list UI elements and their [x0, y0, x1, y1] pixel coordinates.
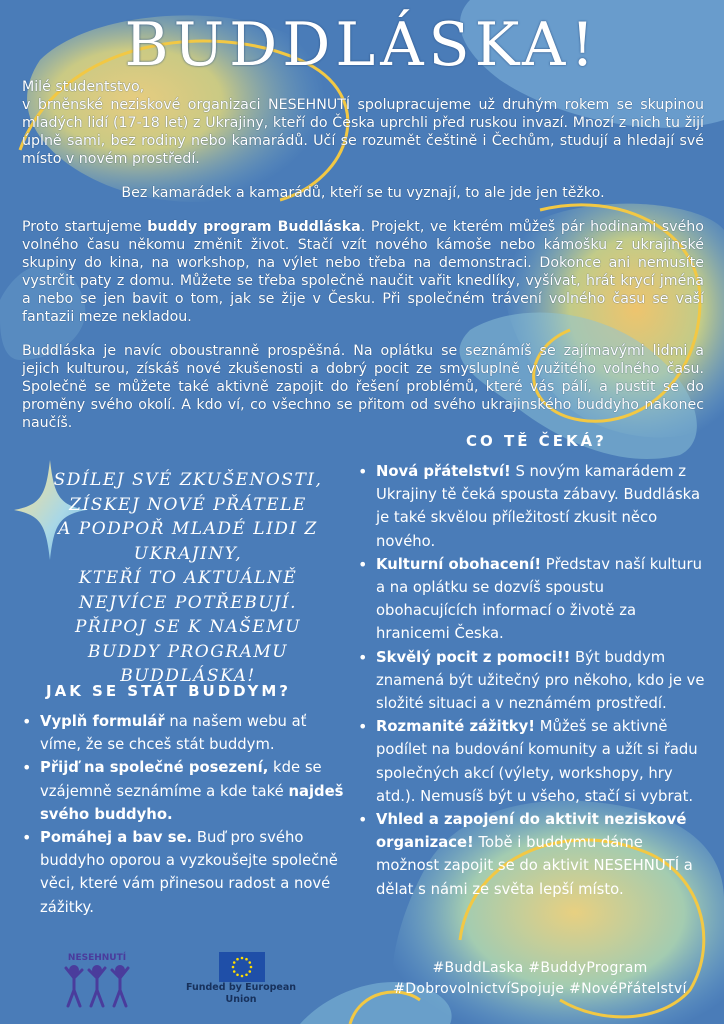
slogan-line: A PODPOŘ MLADÉ LIDI Z UKRAJINY, [58, 519, 318, 564]
how-item-3-bold: Pomáhej a bav se. [40, 829, 193, 847]
nesehnuti-logo-text: NESEHNUTÍ [67, 953, 127, 963]
eu-star [233, 970, 236, 973]
slogan-line: NEJVÍCE POTŘEBUJÍ. [78, 592, 298, 613]
expect-heading: CO TĚ ČEKÁ? [466, 432, 607, 450]
eu-star [248, 961, 251, 964]
list-item [358, 553, 710, 646]
intro-greeting: Milé studentstvo, [22, 79, 145, 95]
nesehnuti-logo [56, 948, 138, 1012]
expect-item-2-bold: Kulturní obohacení! [376, 555, 542, 573]
how-item-3-text: Buď pro svého buddyho oporou a vyzkoušejte společně věci, které vám přinesou radost a nové zážitky. [40, 829, 338, 916]
list-item [22, 756, 352, 826]
list-item [358, 715, 710, 808]
slogan-line: BUDDY PROGRAMU BUDDLÁSKA! [87, 641, 289, 686]
slogan-line: ZÍSKEJ NOVÉ PŘÁTELE [69, 494, 307, 515]
how-item-1-text: na našem webu ať víme, že se chceš stát buddym. [40, 713, 307, 754]
slogan-line: SDÍLEJ SVÉ ZKUŠENOSTI, [53, 470, 323, 490]
list-item [358, 460, 710, 553]
slogan-block [18, 468, 358, 689]
p3-rest: . Projekt, ve kterém můžeš pár hodinami svého volného času někomu změnit život. Stačí vzít nového kámoše nebo kámošku z ukrajinské skupiny do kina, na workshop, na výlet nebo třeba na demonstraci. Dokonce ani nemusíte vystrčit paty z domu. Můžete se třeba společně naučit vařit knedlíky, vyšívat, hrát krycí jména a nebo se jen bavit o tom, jak se žije v Česku. Při společném trávení volného času se vaší fantazii meze nekladou. [22, 219, 704, 325]
list-item [358, 808, 710, 901]
expect-item-5-text: Tobě i buddymu dáme možnost zapojit se do aktivit NESEHNUTÍ a dělat s námi ze světa lepší místo. [376, 834, 693, 898]
eu-star [236, 973, 239, 976]
eu-funding-caption [178, 982, 304, 1006]
expect-list [358, 460, 710, 901]
page-title: BUDDLÁSKA! [124, 10, 600, 80]
expect-item-1-text: S novým kamarádem z Ukrajiny tě čeká spousta zábavy. Buddláska je také skvělou příležitostí zkusit něco nového. [376, 463, 701, 550]
eu-caption-line-2: Union [225, 994, 257, 1005]
hashtags-line-2: #DobrovolnictvíSpojuje #NovéPřátelství [393, 981, 687, 997]
expect-item-3-text: Být buddym znamená být užitečný pro někoho, kdo je ve složité situaci a v neznámém prostředí. [376, 648, 705, 713]
how-item-1-bold: Vyplň formulář [40, 713, 165, 730]
eu-star [248, 970, 251, 973]
list-item [22, 826, 352, 919]
expect-item-2-text: Představ naší kulturu a na oplátku se dozvíš spoustu obohacujících informací o životě za hranicemi Česka. [376, 555, 702, 643]
hashtags-line-1: #BuddLaska #BuddyProgram [432, 960, 648, 976]
expect-item-1-bold: Nová přátelství! [376, 463, 511, 480]
intro-paragraph-2: Bez kamarádek a kamarádů, kteří se tu vyznají, to ale jde jen těžko. [121, 185, 605, 201]
how-item-2-text: kde se vzájemně seznámíme a kde také [40, 759, 322, 800]
how-item-2-bold2: najdeš svého buddyho. [40, 782, 344, 823]
slogan-line: PŘIPOJ SE K NAŠEMU [74, 617, 302, 637]
expect-item-3-bold: Skvělý pocit z pomoci!! [376, 648, 571, 666]
eu-star [245, 973, 248, 976]
list-item [358, 646, 710, 716]
how-heading: JAK SE STÁT BUDDYM? [46, 682, 291, 700]
p3-start: Proto startujeme [22, 219, 148, 235]
eu-star [245, 958, 248, 961]
list-item [22, 710, 352, 756]
intro-paragraph-1: v brněnské neziskové organizaci NESEHNUTÍ spolupracujeme už druhým rokem se skupinou mladých lidí (17-18 let) z Ukrajiny, kteří do Česka uprchli před ruskou invazí. Mnozí z nich tu žijí úplně sami, bez rodiny nebo kamarádů. Učí se rozumět češtině i Čechům, studují a hledají své místo v novém prostředí. [22, 97, 704, 167]
eu-star [250, 966, 253, 969]
p3-bold: buddy program Buddláska [147, 219, 361, 235]
expect-item-4-bold: Rozmanité zážitky! [376, 718, 536, 736]
eu-star [241, 957, 244, 960]
intro-paragraph-4: Buddláska je navíc oboustranně prospěšná. Na oplátku se seznámíš se zajímavými lidmi a jejich kulturou, získáš nové zkušenosti a dobrý pocit ze smysluplně využitého volného času. Společně se můžete také aktivně zapojit do řešení problémů, které vás pálí, a pustit se do proměny svého okolí. A kdo ví, co všechno se přitom od svého ukrajinského buddyho nakonec naučíš. [22, 343, 704, 431]
eu-star [241, 975, 244, 978]
how-list [22, 710, 352, 919]
hashtags [360, 958, 720, 1000]
eu-star [232, 966, 235, 969]
eu-star [236, 958, 239, 961]
how-item-2-bold: Přijď na společné posezení, [40, 759, 269, 777]
expect-item-4-text: Můžeš se aktivně podílet na budování komunity a užít si řadu společných akcí (výlety, workshopy, hry atd.). Nemusíš být u všeho, stačí si vybrat. [376, 718, 698, 805]
eu-caption-line-1: Funded by European [185, 982, 297, 993]
eu-flag-icon [219, 952, 265, 982]
eu-star [233, 961, 236, 964]
expect-item-5-bold: Vhled a zapojení do aktivit neziskové organizace! [376, 811, 687, 852]
intro-paragraph-3 [22, 218, 704, 326]
slogan-line: KTEŘÍ TO AKTUÁLNĚ [78, 568, 298, 588]
